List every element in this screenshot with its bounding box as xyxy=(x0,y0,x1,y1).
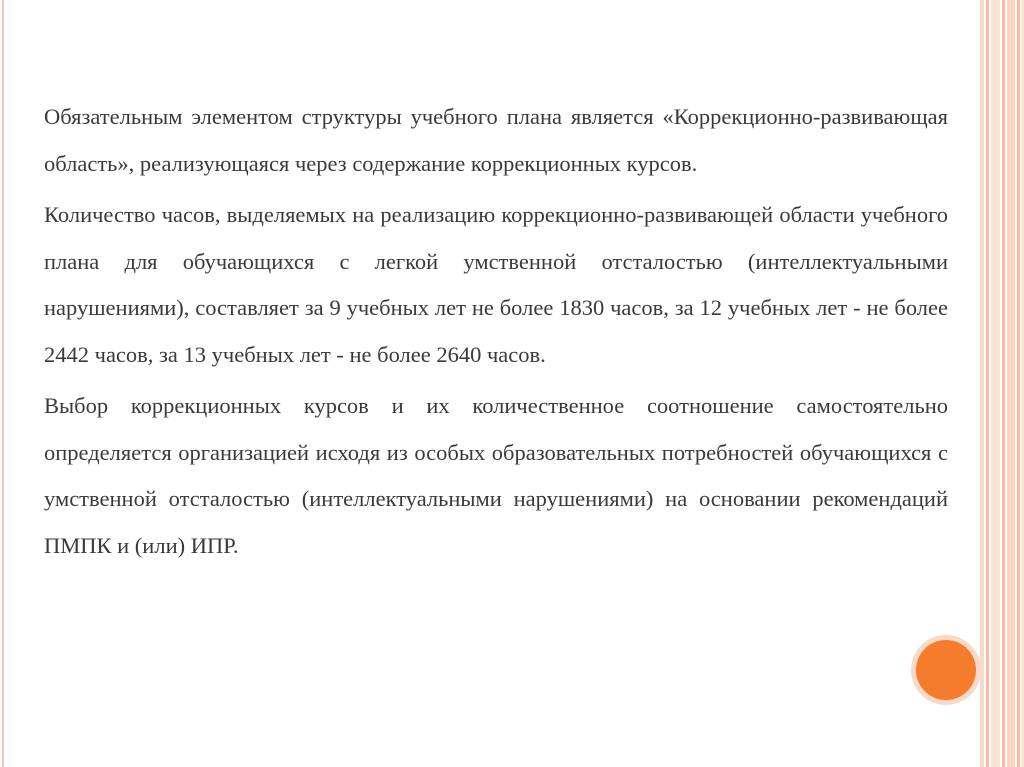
paragraph-course-selection: Выбор коррекционных курсов и их количественное соотношение самостоятельно определяется организацией исходя из особых образовательных потребностей обучающихся с умственной отсталостью (интеллектуальными нарушениями) на основании рекомендаций ПМПК и (или) ИПР. xyxy=(44,393,948,558)
right-decorative-stripe xyxy=(991,0,1000,767)
right-decorative-stripe xyxy=(1017,0,1020,767)
paragraph-hours: Количество часов, выделяемых на реализацию коррекционно-развивающей области учебного плана для обучающихся с легкой умственной отсталостью (интеллектуальными нарушениями), составляет за 9 учебных лет не более 1830 часов, за 12 учебных лет - не более 2442 часов, за 13 учебных лет - не более 2640 часов. xyxy=(44,202,948,367)
right-decorative-stripe xyxy=(980,0,984,767)
paragraph-correction-area: Обязательным элементом структуры учебного плана является «Коррекционно-развивающая область», реализующаяся через содержание коррекционных курсов. xyxy=(44,104,948,176)
right-decorative-stripe xyxy=(986,0,989,767)
left-border-line xyxy=(2,0,4,767)
right-decorative-stripe xyxy=(1007,0,1015,767)
right-decorative-stripe xyxy=(1002,0,1005,767)
slide-body xyxy=(44,94,948,569)
orange-circle-decoration xyxy=(916,640,976,700)
